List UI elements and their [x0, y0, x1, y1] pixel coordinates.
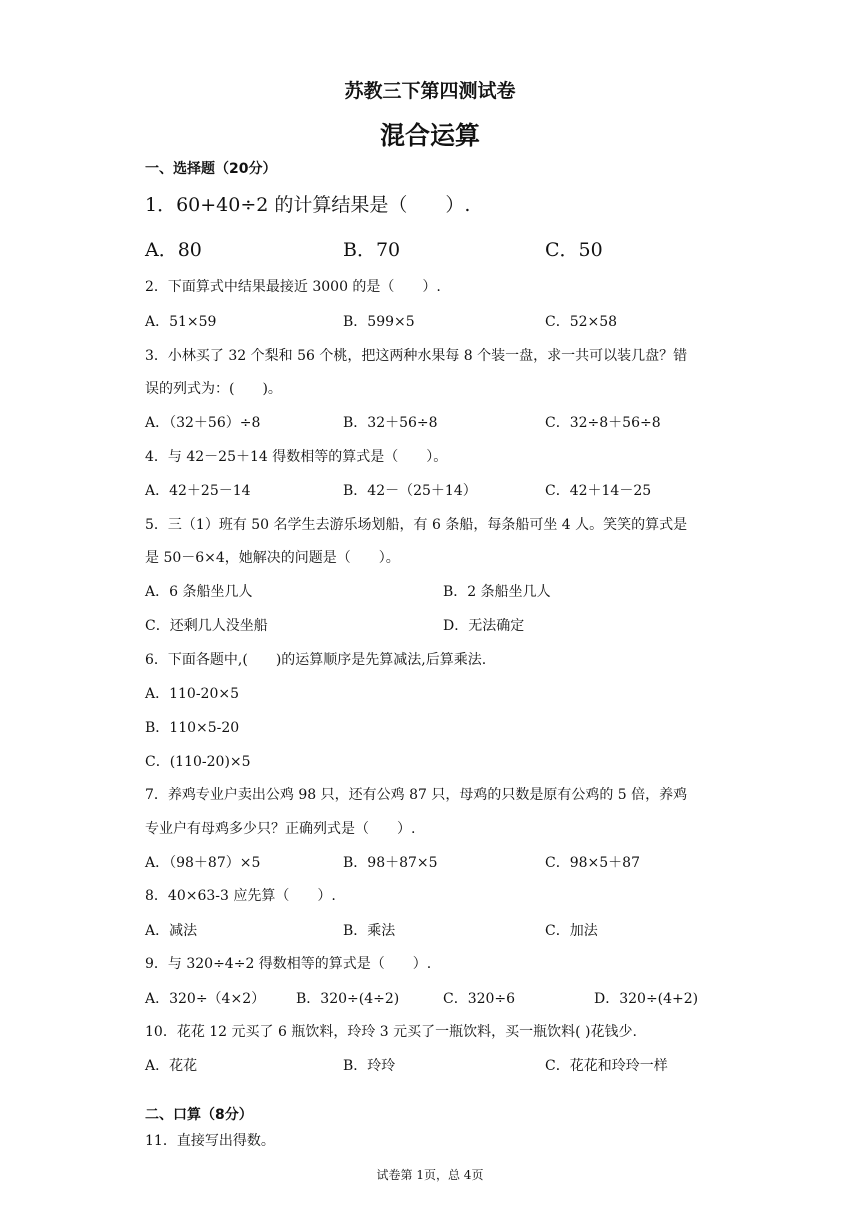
question-3-stem-line-2: 误的列式为：( )。 [145, 381, 282, 397]
question-6-option-a: A．110-20×5 [145, 686, 240, 702]
question-2-option-b: B．599×5 [343, 314, 415, 330]
question-7-stem-line-1: 7．养鸡专业户卖出公鸡 98 只，还有公鸡 87 只，母鸡的只数是原有公鸡的 5 倍，养鸡 [145, 787, 688, 803]
question-5-option-b: B．2 条船坐几人 [443, 584, 551, 600]
question-9-option-b: B．320÷(4÷2) [296, 991, 400, 1007]
question-10-option-c: C．花花和玲玲一样 [545, 1058, 668, 1074]
exam-subtitle: 混合运算 [379, 121, 480, 150]
question-5-option-a: A．6 条船坐几人 [145, 584, 253, 600]
question-6-option-c: C．(110-20)×5 [145, 754, 251, 770]
question-2-stem: 2．下面算式中结果最接近 3000 的是（ ）. [145, 279, 441, 295]
question-6-option-b: B．110×5-20 [145, 720, 240, 736]
question-7-option-a: A．（98＋87）×5 [145, 855, 261, 871]
question-10-stem: 10．花花 12 元买了 6 瓶饮料，玲玲 3 元买了一瓶饮料，买一瓶饮料( )花钱少. [145, 1024, 637, 1040]
question-3-option-a: A．（32＋56）÷8 [145, 415, 261, 431]
question-5-stem-line-1: 5．三（1）班有 50 名学生去游乐场划船，有 6 条船，每条船可坐 4 人。笑笑的算式是 [145, 517, 688, 533]
question-10-option-a: A．花花 [145, 1058, 198, 1074]
question-2-option-c: C．52×58 [545, 314, 618, 330]
question-8-option-c: C．加法 [545, 923, 598, 939]
question-1-option-b: B．70 [343, 239, 401, 261]
question-7-option-b: B．98＋87×5 [343, 855, 438, 871]
question-4-option-c: C．42＋14－25 [545, 483, 652, 499]
question-1-option-c: C．50 [545, 239, 603, 261]
question-9-option-c: C．320÷6 [443, 991, 516, 1007]
question-8-option-b: B．乘法 [343, 923, 396, 939]
question-1-stem: 1．60+40÷2 的计算结果是（ ）. [145, 194, 471, 216]
question-6-stem: 6．下面各题中,( )的运算顺序是先算减法,后算乘法. [145, 652, 487, 668]
question-11-stem: 11．直接写出得数。 [145, 1133, 275, 1149]
question-9-option-d: D．320÷(4+2) [594, 991, 699, 1007]
question-9-option-a: A．320÷（4×2） [145, 991, 266, 1007]
question-4-stem: 4．与 42－25＋14 得数相等的算式是（ ）。 [145, 449, 448, 465]
page-footer: 试卷第 1页，总 4页 [376, 1168, 484, 1182]
question-9-stem: 9．与 320÷4÷2 得数相等的算式是（ ）. [145, 956, 432, 972]
question-3-option-b: B．32＋56÷8 [343, 415, 438, 431]
question-3-option-c: C．32÷8＋56÷8 [545, 415, 661, 431]
question-5-stem-line-2: 是 50－6×4，她解决的问题是（ ）。 [145, 550, 400, 566]
question-4-option-b: B．42－（25＋14） [343, 483, 477, 499]
question-7-option-c: C．98×5＋87 [545, 855, 640, 871]
section-heading-choice: 一、选择题（20分） [145, 161, 277, 177]
question-7-stem-line-2: 专业户有母鸡多少只？正确列式是（ ）. [145, 821, 416, 837]
question-4-option-a: A．42＋25－14 [145, 483, 251, 499]
question-2-option-a: A．51×59 [145, 314, 217, 330]
question-10-option-b: B．玲玲 [343, 1058, 396, 1074]
exam-title: 苏教三下第四测试卷 [344, 80, 516, 102]
question-3-stem-line-1: 3．小林买了 32 个梨和 56 个桃，把这两种水果每 8 个装一盘，求一共可以装几盘？错 [145, 348, 688, 364]
question-5-option-c: C．还剩几人没坐船 [145, 618, 268, 634]
question-1-option-a: A．80 [145, 239, 202, 261]
question-8-stem: 8．40×63-3 应先算（ ）. [145, 888, 336, 904]
section-heading-oral: 二、口算（8分） [145, 1107, 253, 1123]
question-5-option-d: D．无法确定 [443, 618, 525, 634]
question-8-option-a: A．减法 [145, 923, 198, 939]
